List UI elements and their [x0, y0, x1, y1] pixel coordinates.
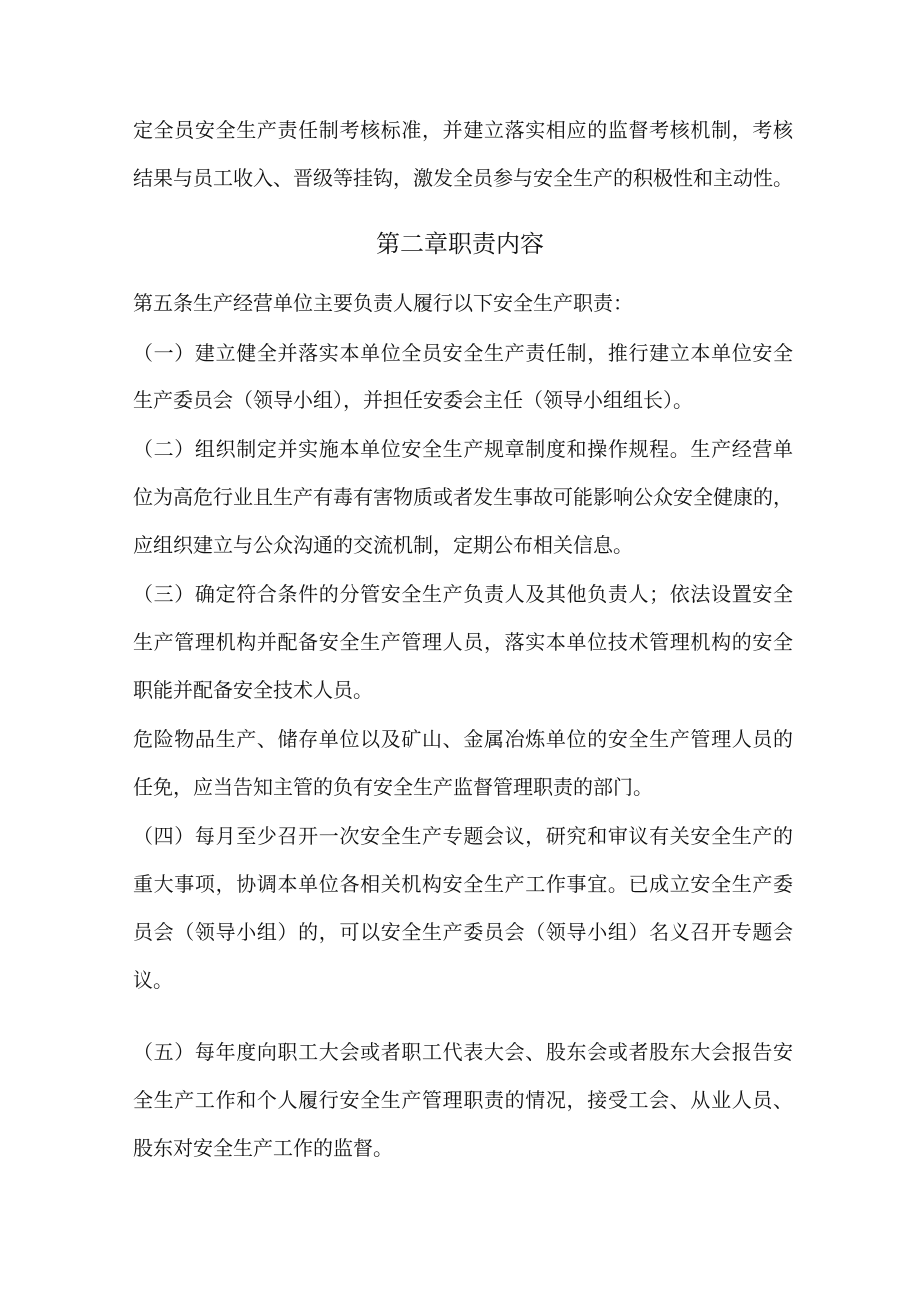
item-3-line-3: 职能并配备安全技术人员。 — [133, 678, 373, 702]
item-4-line-2: 重大事项，协调本单位各相关机构安全生产工作事宜。已成立安全生产委 — [133, 872, 793, 896]
item-1-line-2: 生产委员会（领导小组），并担任安委会主任（领导小组组长）。 — [133, 388, 693, 412]
item-4-line-3: 员会（领导小组）的，可以安全生产委员会（领导小组）名义召开专题会 — [133, 920, 793, 944]
article-heading: 第五条生产经营单位主要负责人履行以下安全生产职责： — [133, 291, 633, 315]
continuation-line-2: 结果与员工收入、晋级等挂钩，激发全员参与安全生产的积极性和主动性。 — [133, 166, 793, 190]
item-2-line-3: 应组织建立与公众沟通的交流机制，定期公布相关信息。 — [133, 533, 633, 557]
note-line-1: 危险物品生产、储存单位以及矿山、金属冶炼单位的安全生产管理人员的 — [133, 727, 793, 751]
continuation-line-1: 定全员安全生产责任制考核标准，并建立落实相应的监督考核机制，考核 — [133, 118, 793, 142]
item-3-line-2: 生产管理机构并配备安全生产管理人员，落实本单位技术管理机构的安全 — [133, 630, 793, 654]
item-5-line-3: 股东对安全生产工作的监督。 — [133, 1136, 393, 1160]
item-4-line-1: （四）每月至少召开一次安全生产专题会议，研究和审议有关安全生产的 — [133, 824, 793, 848]
item-2-line-2: 位为高危行业且生产有毒有害物质或者发生事故可能影响公众安全健康的， — [133, 485, 793, 509]
chapter-title: 第二章职责内容 — [376, 230, 544, 258]
item-5-line-1: （五）每年度向职工大会或者职工代表大会、股东会或者股东大会报告安 — [133, 1040, 793, 1064]
item-1-line-1: （一）建立健全并落实本单位全员安全生产责任制，推行建立本单位安全 — [133, 341, 793, 365]
item-2-line-1: （二）组织制定并实施本单位安全生产规章制度和操作规程。生产经营单 — [133, 437, 793, 461]
item-3-line-1: （三）确定符合条件的分管安全生产负责人及其他负责人；依法设置安全 — [133, 582, 793, 606]
note-line-2: 任免，应当告知主管的负有安全生产监督管理职责的部门。 — [133, 775, 653, 799]
item-5-line-2: 全生产工作和个人履行安全生产管理职责的情况，接受工会、从业人员、 — [133, 1088, 793, 1112]
item-4-line-4: 议。 — [133, 968, 173, 992]
